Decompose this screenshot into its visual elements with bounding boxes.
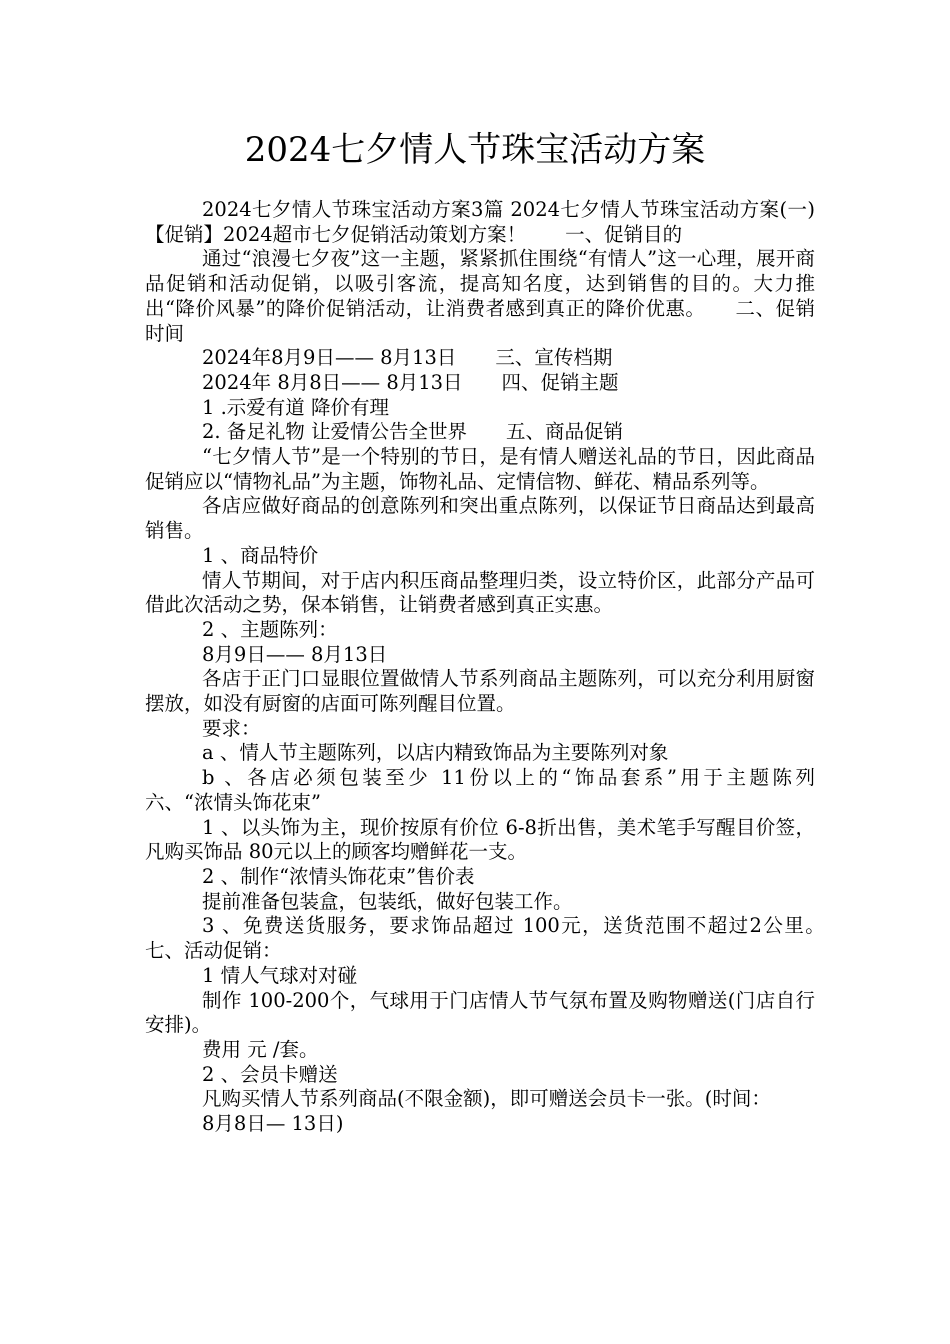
- paragraph-balloon: 制作 100-200个，气球用于门店情人节气氛布置及购物赠送(门店自行安排)。: [145, 988, 815, 1037]
- paragraph-theme-display-heading: 2 、主题陈列：: [202, 617, 338, 641]
- paragraph-special-price: 情人节期间，对于店内积压商品整理归类，设立特价区，此部分产品可借此次活动之势，保本销售，让销费者感到真正实惠。: [145, 568, 815, 617]
- paragraph-special-price-heading: 1 、商品特价: [202, 543, 319, 567]
- paragraph-member-card: 凡购买情人节系列商品(不限金额)，即可赠送会员卡一张。(时间：: [202, 1087, 771, 1111]
- paragraph-theme-display-date: 8月9日—— 8月13日: [202, 642, 388, 666]
- paragraph-theme-display: 各店于正门口显眼位置做情人节系列商品主题陈列，可以充分利用厨窗摆放，如没有厨窗的店面可陈列醒目位置。: [145, 667, 815, 716]
- paragraph-requirements: 要求：: [202, 716, 261, 740]
- document-title: 2024七夕情人节珠宝活动方案: [244, 130, 706, 170]
- paragraph-display: 各店应做好商品的创意陈列和突出重点陈列，以保证节日商品达到最高销售。: [145, 494, 815, 543]
- paragraph-product-promo: “七夕情人节”是一个特别的节日，是有情人赠送礼品的节日，因此商品促销应以“情物礼品”为主题，饰物礼品、定情信物、鲜花、精品系列等。: [145, 445, 815, 493]
- paragraph-balloon-heading: 1 情人气球对对碰: [202, 963, 358, 987]
- paragraph-requirement-b: b 、各店必须包装至少 11份以上的“饰品套系”用于主题陈列 六、“浓情头饰花束”: [145, 766, 855, 814]
- paragraph-headwear-2: 2 、制作“浓情头饰花束”售价表: [202, 864, 475, 888]
- paragraph-member-card-date: 8月8日— 13日): [202, 1112, 344, 1136]
- document-body: [145, 198, 855, 1137]
- paragraph-theme-2: 2. 备足礼物 让爱情公告全世界 五、商品促销: [202, 420, 624, 444]
- paragraph-purpose: 通过“浪漫七夕夜”这一主题，紧紧抓住围绕“有情人”这一心理，展开商品促销和活动促销，以吸引客流，提高知名度，达到销售的目的。大力推出“降价风暴”的降价促销活动，让消费者感到真正的降价优惠。 二、促销时间: [145, 247, 815, 345]
- paragraph-cost: 费用 元 /套。: [202, 1037, 319, 1061]
- paragraph-promo-time: 2024年8月9日—— 8月13日 三、宣传档期: [202, 346, 613, 370]
- paragraph-requirement-a: a 、情人节主题陈列，以店内精致饰品为主要陈列对象: [202, 741, 669, 765]
- paragraph-delivery: 3 、免费送货服务，要求饰品超过 100元，送货范围不超过2公里。 七、活动促销：: [145, 914, 855, 963]
- paragraph-ad-period: 2024年 8月8日—— 8月13日 四、促销主题: [202, 370, 619, 394]
- paragraph-packaging: 提前准备包装盒，包装纸，做好包装工作。: [202, 889, 573, 913]
- paragraph-headwear-1: 1 、以头饰为主，现价按原有价位 6-8折出售，美术笔手写醒目价签，凡购买饰品 80元以上的顾客均赠鲜花一支。: [145, 815, 815, 864]
- paragraph-member-card-heading: 2 、会员卡赠送: [202, 1062, 338, 1086]
- paragraph-theme-1: 1 .示爱有道 降价有理: [202, 395, 390, 419]
- paragraph-intro: 2024七夕情人节珠宝活动方案3篇 2024七夕情人节珠宝活动方案(一) 【促销】2024超市七夕促销活动策划方案！ 一、促销目的: [145, 198, 835, 246]
